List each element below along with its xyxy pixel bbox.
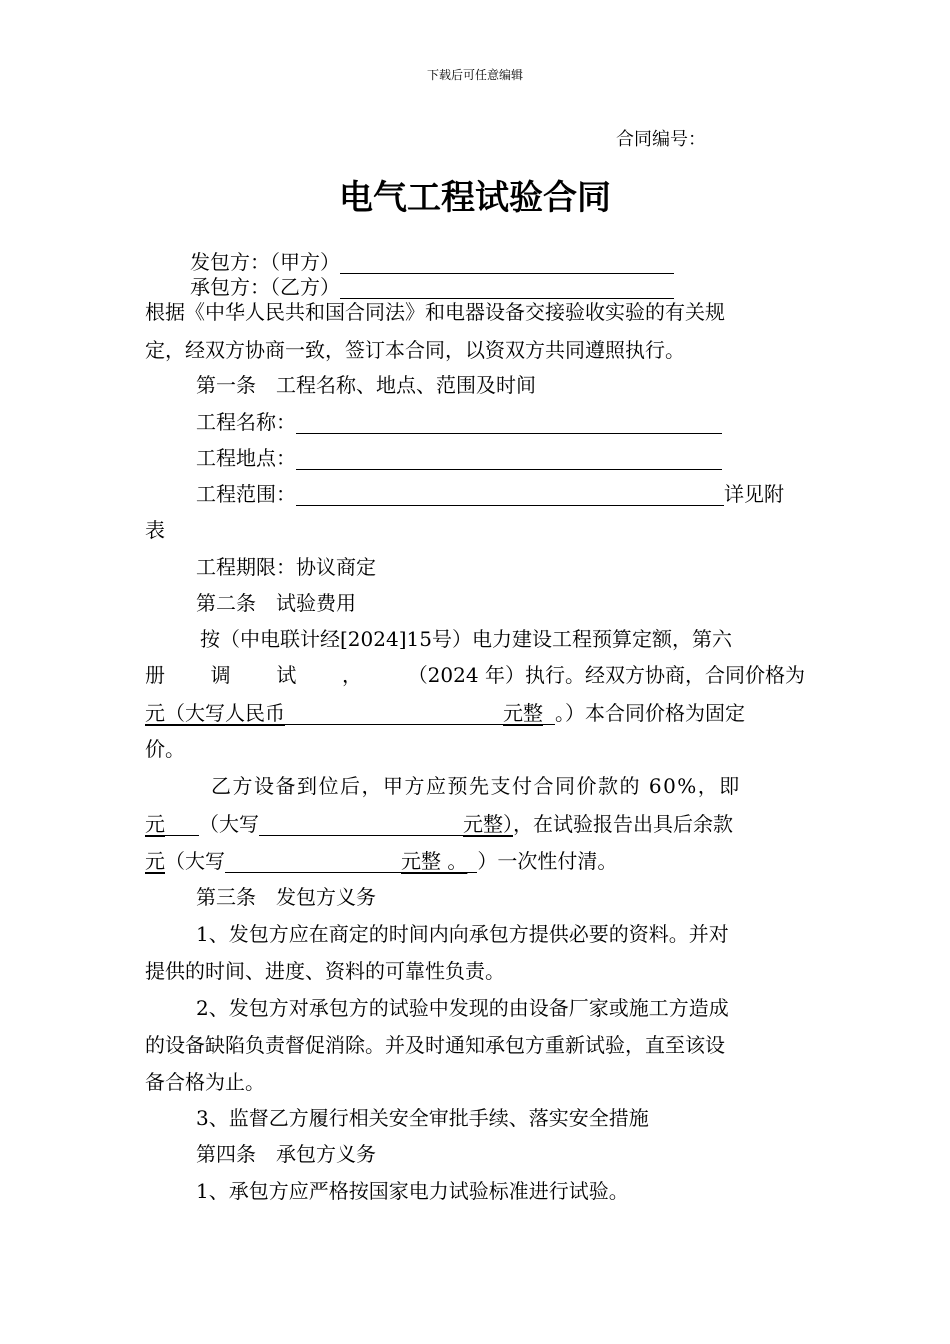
fee-word-4: ， [342, 663, 363, 687]
prepay-yuan: 元 [145, 812, 165, 836]
project-location-label: 工程地点： [196, 446, 296, 470]
a3-item1-line2: 提供的时间、进度、资料的可靠性负责。 [145, 959, 505, 983]
balance-rest-text: ）一次性付清。 [477, 849, 618, 873]
prepay-rest-text: ，在试验报告出具后余款 [513, 812, 733, 836]
total-amount-blank[interactable] [285, 704, 503, 725]
party-a-label: 发包方：（甲方） [190, 250, 340, 274]
total-yuan-zheng: 元整 [503, 701, 543, 725]
balance-daxie: （大写 [165, 849, 225, 873]
total-yuan-text: 元（大写人民币 [145, 701, 285, 725]
balance-yuan-zheng: 元整 。 [401, 849, 468, 873]
a3-item2-line1: 2、发包方对承包方的试验中发现的由设备厂家或施工方造成 [196, 996, 729, 1020]
project-scope-wrap: 表 [145, 518, 165, 542]
balance-daxie-blank[interactable] [225, 852, 401, 873]
fee-word-2: 调 [210, 663, 231, 687]
prepay-daxie-blank[interactable] [259, 815, 463, 836]
fee-word-3: 试 [276, 663, 297, 687]
intro-line-2: 定，经双方协商一致，签订本合同，以资双方共同遵照执行。 [145, 338, 685, 362]
project-scope-line [196, 481, 784, 507]
project-name-blank[interactable] [296, 413, 722, 434]
party-b-label: 承包方：（乙方） [190, 275, 340, 299]
article-3-heading: 第三条 发包方义务 [196, 885, 376, 909]
fee-para2-line1: 乙方设备到位后，甲方应预先支付合同价款的 60%，即 [211, 774, 741, 798]
fee-para2-line3 [145, 848, 617, 874]
party-b-blank[interactable] [340, 278, 674, 299]
a4-item1: 1、承包方应严格按国家电力试验标准进行试验。 [196, 1179, 629, 1203]
article-4-heading: 第四条 承包方义务 [196, 1142, 376, 1166]
article-1-heading: 第一条 工程名称、地点、范围及时间 [196, 373, 536, 397]
project-name-line [196, 409, 722, 435]
balance-yuan: 元 [145, 849, 165, 873]
fee-word-5: （2024 年）执行。经双方协商，合同价格为 [407, 663, 805, 687]
fee-word-1: 册 [145, 663, 165, 687]
prepay-daxie: （大写 [199, 812, 259, 836]
fixed-price-text: 。）本合同价格为固定 [555, 701, 745, 725]
a3-item2-line3: 备合格为止。 [145, 1070, 265, 1094]
project-location-line [196, 445, 722, 471]
project-period: 工程期限：协议商定 [196, 555, 376, 579]
a3-item1-line1: 1、发包方应在商定的时间内向承包方提供必要的资料。并对 [196, 922, 729, 946]
fee-para1-line1: 按（中电联计经[2024]15号）电力建设工程预算定额，第六 [200, 627, 732, 651]
project-scope-blank[interactable] [296, 485, 724, 506]
article-2-heading: 第二条 试验费用 [196, 591, 356, 615]
project-location-blank[interactable] [296, 449, 722, 470]
project-scope-label: 工程范围： [196, 482, 296, 506]
a3-item2-line2: 的设备缺陷负责督促消除。并及时通知承包方重新试验，直至该设 [145, 1033, 725, 1057]
header-note: 下载后可任意编辑 [426, 68, 523, 82]
contract-number-label: 合同编号： [616, 129, 706, 150]
total-tail-blank [543, 704, 555, 725]
party-a-blank[interactable] [340, 253, 674, 274]
document-title: 电气工程试验合同 [339, 178, 611, 218]
intro-line-1: 根据《中华人民共和国合同法》和电器设备交接验收实验的有关规 [145, 300, 725, 324]
balance-tail-blank [467, 852, 477, 873]
party-a-line [190, 249, 674, 275]
project-name-label: 工程名称： [196, 410, 296, 434]
a3-item3: 3、监督乙方履行相关安全审批手续、落实安全措施 [196, 1106, 649, 1130]
fee-para1-line4: 价。 [145, 737, 185, 761]
fee-para1-line3 [145, 700, 745, 726]
prepay-yuan-zheng: 元整） [463, 812, 513, 836]
fee-para1-line2 [145, 662, 805, 688]
prepay-amount-blank[interactable] [165, 815, 199, 836]
fee-para2-line2 [145, 811, 733, 837]
party-b-line [190, 274, 674, 300]
project-scope-suffix: 详见附 [724, 482, 784, 506]
